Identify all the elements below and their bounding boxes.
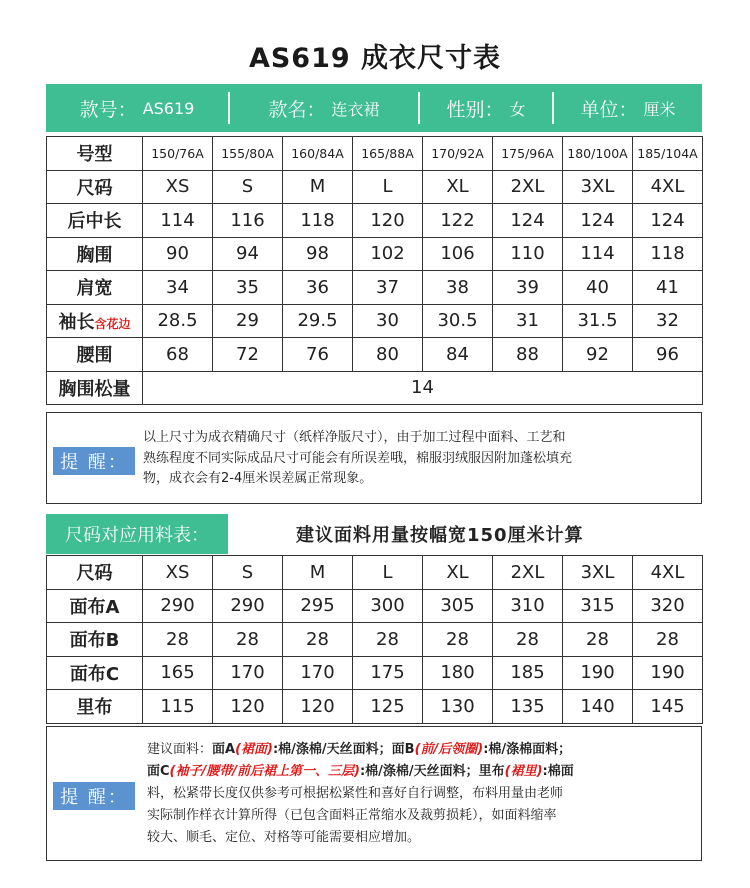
table-cell: 92: [563, 338, 633, 372]
table-cell: 115: [143, 690, 213, 724]
note-segment: 建议面料：: [147, 742, 213, 757]
row-label-text: 后中长: [67, 211, 122, 233]
row-label: [47, 338, 143, 372]
size-note: [46, 412, 702, 504]
table-cell: 305: [423, 589, 493, 623]
fabric-section-header: [46, 514, 702, 554]
row-label: [47, 656, 143, 690]
page-title: AS619 成衣尺寸表: [248, 43, 502, 74]
table-cell: 36: [283, 271, 353, 305]
table-cell: 94: [213, 237, 283, 271]
table-cell: XS: [143, 556, 213, 590]
row-label-text: 面布C: [69, 663, 120, 685]
table-cell: 98: [283, 237, 353, 271]
table-cell: 3XL: [563, 170, 633, 204]
table-row: [47, 623, 703, 657]
unit-value: 厘米: [643, 99, 676, 119]
fabric-table: [46, 555, 703, 724]
table-cell: M: [283, 170, 353, 204]
spec-header-bar: [46, 84, 702, 132]
fabric-note: [46, 726, 702, 861]
table-row: [47, 656, 703, 690]
table-cell: 118: [283, 204, 353, 238]
row-label-text: 肩宽: [76, 278, 113, 300]
table-cell: 88: [493, 338, 563, 372]
table-cell: 102: [353, 237, 423, 271]
table-cell: 34: [143, 271, 213, 305]
note-segment: :棉/涤棉面料；: [483, 742, 572, 757]
row-label-text: 尺码: [76, 563, 113, 585]
table-cell: 28: [353, 623, 423, 657]
row-label: [47, 304, 143, 338]
fabric-note-text: [147, 739, 574, 849]
row-label-text: 尺码: [76, 177, 113, 199]
row-label-text: 腰围: [76, 345, 113, 367]
row-label-text: 里布: [76, 697, 113, 719]
table-row: [47, 137, 703, 171]
gender-value: 女: [509, 99, 526, 119]
row-label: [47, 204, 143, 238]
table-cell: 2XL: [493, 170, 563, 204]
row-label-text: 面布B: [69, 630, 120, 652]
table-row: [47, 204, 703, 238]
row-label-text: 胸围: [76, 244, 113, 266]
table-cell: 114: [563, 237, 633, 271]
table-row: [47, 690, 703, 724]
table-cell: 120: [353, 204, 423, 238]
table-cell: 170: [213, 656, 283, 690]
table-cell: 72: [213, 338, 283, 372]
style-name: [230, 84, 418, 132]
table-cell: 68: [143, 338, 213, 372]
note-highlight: (裙里): [504, 764, 543, 779]
table-cell: 180: [423, 656, 493, 690]
row-label: [47, 690, 143, 724]
table-cell: 122: [423, 204, 493, 238]
table-cell: 84: [423, 338, 493, 372]
table-cell: 175: [353, 656, 423, 690]
ease-label: 胸围松量: [47, 371, 143, 405]
row-label: [47, 556, 143, 590]
table-cell: 28: [493, 623, 563, 657]
table-cell: 135: [493, 690, 563, 724]
table-cell: S: [213, 556, 283, 590]
table-cell: 118: [633, 237, 703, 271]
table-cell: 30.5: [423, 304, 493, 338]
table-cell: 310: [493, 589, 563, 623]
size-note-text: [143, 428, 572, 490]
table-cell: 106: [423, 237, 493, 271]
note-line: 以上尺寸为成衣精确尺寸（纸样净版尺寸），由于加工过程中面料、工艺和: [143, 430, 566, 445]
table-cell: L: [353, 170, 423, 204]
table-cell: 30: [353, 304, 423, 338]
note-segment: :棉/涤棉/天丝面料；里布: [359, 764, 505, 779]
table-cell: 170/92A: [423, 137, 493, 171]
unit-label: 单位：: [580, 98, 638, 121]
table-cell: 124: [493, 204, 563, 238]
table-cell: 28: [143, 623, 213, 657]
reminder-badge: 提 醒：: [53, 782, 135, 810]
style-name-value: 连衣裙: [331, 99, 380, 119]
table-cell: 29.5: [283, 304, 353, 338]
table-row: [47, 271, 703, 305]
table-cell: 155/80A: [213, 137, 283, 171]
row-label: [47, 623, 143, 657]
size-table: [46, 136, 703, 405]
table-cell: 125: [353, 690, 423, 724]
table-cell: 76: [283, 338, 353, 372]
table-cell: 130: [423, 690, 493, 724]
header-divider: [418, 92, 420, 124]
note-segment: 面C: [147, 764, 170, 779]
row-label-note: 含花边: [94, 316, 131, 331]
table-cell: 116: [213, 204, 283, 238]
table-cell: 320: [633, 589, 703, 623]
table-cell: 145: [633, 690, 703, 724]
table-cell: 28: [633, 623, 703, 657]
row-label: [47, 237, 143, 271]
fabric-section-label: 尺码对应用料表：: [46, 514, 228, 554]
table-cell: 175/96A: [493, 137, 563, 171]
header-divider: [552, 92, 554, 124]
note-highlight: (袖子/腰带/前后裙上第一、三层): [169, 764, 360, 779]
note-highlight: (裙面): [235, 742, 273, 757]
table-cell: 150/76A: [143, 137, 213, 171]
table-cell: 165/88A: [353, 137, 423, 171]
note-line: [147, 739, 574, 761]
style-number-value: AS619: [142, 98, 195, 118]
table-cell: 31: [493, 304, 563, 338]
table-cell: 190: [563, 656, 633, 690]
table-cell: 120: [213, 690, 283, 724]
table-cell: 315: [563, 589, 633, 623]
table-cell: 28: [423, 623, 493, 657]
table-cell: 190: [633, 656, 703, 690]
header-divider: [228, 92, 230, 124]
table-cell: 124: [633, 204, 703, 238]
table-cell: 28: [563, 623, 633, 657]
table-cell: 185: [493, 656, 563, 690]
table-row: [47, 371, 703, 405]
table-cell: 3XL: [563, 556, 633, 590]
table-cell: 96: [633, 338, 703, 372]
table-cell: 38: [423, 271, 493, 305]
style-name-label: 款名：: [268, 98, 326, 121]
row-label-text: 面布A: [69, 596, 120, 618]
note-line: 物，成衣会有2-4厘米误差属正常现象。: [143, 471, 373, 486]
unit: [554, 84, 702, 132]
table-cell: 300: [353, 589, 423, 623]
style-number: [46, 84, 228, 132]
table-cell: 120: [283, 690, 353, 724]
table-cell: 140: [563, 690, 633, 724]
table-row: [47, 338, 703, 372]
row-label: [47, 589, 143, 623]
table-cell: XL: [423, 556, 493, 590]
table-cell: 4XL: [633, 556, 703, 590]
table-cell: 170: [283, 656, 353, 690]
table-cell: L: [353, 556, 423, 590]
table-cell: 165: [143, 656, 213, 690]
table-cell: 160/84A: [283, 137, 353, 171]
fabric-section-title: 建议面料用量按幅宽150厘米计算: [296, 525, 584, 546]
note-segment: :棉/涤棉/天丝面料；面B: [272, 742, 415, 757]
note-line: 料，松紧带长度仅供参考可根据松紧性和喜好自行调整，布料用量由老师: [147, 786, 564, 801]
row-label-text: 袖长: [58, 311, 95, 333]
table-cell: 32: [633, 304, 703, 338]
row-label: [47, 170, 143, 204]
table-cell: 90: [143, 237, 213, 271]
style-number-label: 款号：: [79, 98, 137, 121]
row-label: [47, 271, 143, 305]
table-cell: 290: [143, 589, 213, 623]
table-row: [47, 170, 703, 204]
table-cell: 180/100A: [563, 137, 633, 171]
note-segment: :棉面: [542, 764, 574, 779]
table-cell: 114: [143, 204, 213, 238]
table-cell: 40: [563, 271, 633, 305]
table-cell: 2XL: [493, 556, 563, 590]
note-line: 熟练程度不同实际成品尺寸可能会有所误差哦，棉服羽绒服因附加蓬松填充: [143, 450, 573, 466]
table-cell: 185/104A: [633, 137, 703, 171]
reminder-badge: 提 醒：: [53, 447, 135, 475]
note-line: 较大、顺毛、定位、对格等可能需要相应增加。: [147, 830, 421, 845]
table-cell: XS: [143, 170, 213, 204]
table-cell: 35: [213, 271, 283, 305]
row-label: [47, 137, 143, 171]
table-cell: S: [213, 170, 283, 204]
gender: [420, 84, 552, 132]
note-segment: 面A: [212, 742, 236, 757]
row-label-text: 号型: [76, 144, 113, 166]
table-cell: XL: [423, 170, 493, 204]
table-cell: 110: [493, 237, 563, 271]
ease-value: 14: [143, 371, 703, 405]
table-cell: 37: [353, 271, 423, 305]
table-cell: 31.5: [563, 304, 633, 338]
table-cell: 295: [283, 589, 353, 623]
note-highlight: (前/后领圈): [414, 742, 484, 757]
table-cell: 39: [493, 271, 563, 305]
table-row: [47, 237, 703, 271]
table-cell: 28: [283, 623, 353, 657]
table-row: [47, 304, 703, 338]
table-cell: 28: [213, 623, 283, 657]
note-line: 实际制作样衣计算所得（已包含面料正常缩水及裁剪损耗），如面料缩率: [147, 808, 557, 823]
table-cell: M: [283, 556, 353, 590]
gender-label: 性别：: [446, 98, 504, 121]
table-cell: 41: [633, 271, 703, 305]
table-cell: 124: [563, 204, 633, 238]
table-cell: 29: [213, 304, 283, 338]
table-cell: 28.5: [143, 304, 213, 338]
table-row: [47, 589, 703, 623]
note-line: [147, 761, 574, 783]
table-cell: 4XL: [633, 170, 703, 204]
table-cell: 290: [213, 589, 283, 623]
table-cell: 80: [353, 338, 423, 372]
table-row: [47, 556, 703, 590]
